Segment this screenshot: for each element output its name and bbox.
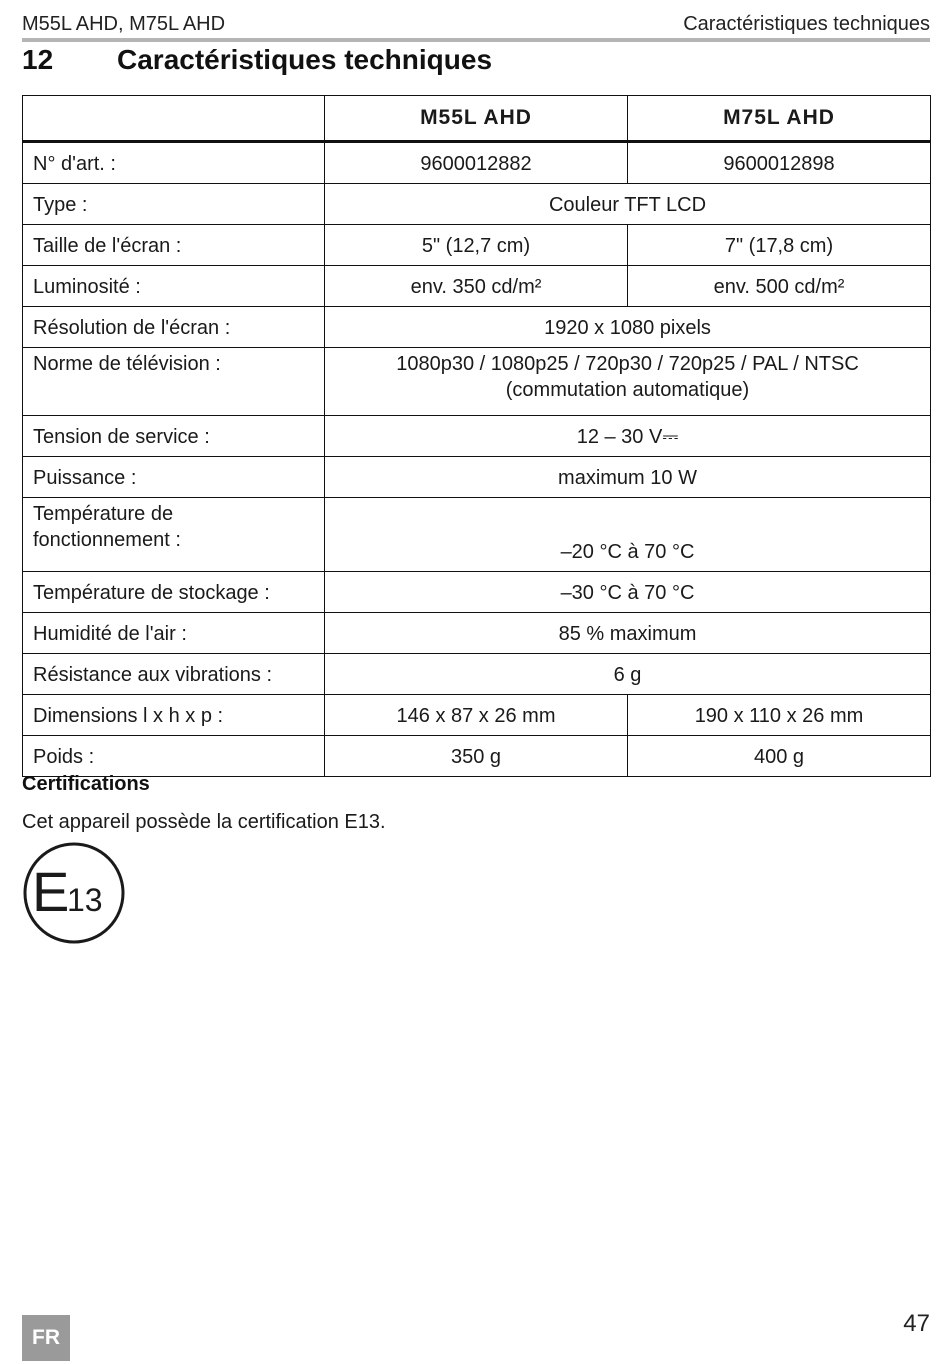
value-line: 1080p30 / 1080p25 / 720p30 / 720p25 / PAL / NTSC — [396, 353, 859, 375]
chapter-number: 12 — [22, 44, 54, 75]
row-label-operating-voltage: Tension de service : — [23, 416, 325, 457]
row-label-air-humidity: Humidité de l'air : — [23, 613, 325, 654]
row-label-storage-temperature: Température de stockage : — [23, 572, 325, 613]
value-cell: 1920 x 1080 pixels — [325, 307, 931, 348]
label-line: fonctionnement : — [33, 529, 181, 551]
running-header — [22, 6, 930, 36]
value-cell: env. 350 cd/m² — [325, 266, 628, 307]
table-row — [23, 225, 931, 266]
table-row — [23, 695, 931, 736]
table-row — [23, 572, 931, 613]
row-label-tv-standard: Norme de télévision : — [23, 348, 325, 416]
row-label-brightness: Luminosité : — [23, 266, 325, 307]
value-cell: 9600012882 — [325, 142, 628, 184]
table-row — [23, 184, 931, 225]
value-cell: 12 – 30 V⎓ — [325, 416, 931, 457]
table-header-row — [23, 96, 931, 142]
row-label-type: Type : — [23, 184, 325, 225]
language-badge: FR — [22, 1315, 70, 1361]
column-header-empty — [23, 96, 325, 142]
e13-mark-icon — [22, 841, 126, 945]
value-cell: 6 g — [325, 654, 931, 695]
table-row — [23, 266, 931, 307]
column-header-m55l: M55L AHD — [325, 96, 628, 142]
value-line: (commutation automatique) — [505, 379, 750, 401]
label-line: Température de — [33, 503, 174, 525]
value-cell: 350 g — [325, 736, 628, 777]
table-row — [23, 416, 931, 457]
row-label-screen-size: Taille de l'écran : — [23, 225, 325, 266]
value-cell: maximum 10 W — [325, 457, 931, 498]
table-row — [23, 348, 931, 416]
certifications-heading: Certifications — [22, 773, 150, 795]
table-row — [23, 307, 931, 348]
page-number: 47 — [903, 1310, 930, 1337]
value-cell: 146 x 87 x 26 mm — [325, 695, 628, 736]
value-cell: 400 g — [628, 736, 931, 777]
chapter-heading — [22, 42, 492, 78]
row-label-operating-temperature — [23, 498, 325, 572]
spec-table — [22, 95, 931, 777]
value-cell: –30 °C à 70 °C — [325, 572, 931, 613]
value-cell: Couleur TFT LCD — [325, 184, 931, 225]
value-cell: 5" (12,7 cm) — [325, 225, 628, 266]
value-cell: 7" (17,8 cm) — [628, 225, 931, 266]
table-row — [23, 736, 931, 777]
row-label-resolution: Résolution de l'écran : — [23, 307, 325, 348]
table-row — [23, 142, 931, 184]
value-cell — [325, 348, 931, 416]
table-row — [23, 613, 931, 654]
value-cell: –20 °C à 70 °C — [325, 498, 931, 572]
row-label-power: Puissance : — [23, 457, 325, 498]
value-cell: 9600012898 — [628, 142, 931, 184]
e13-letter: E — [32, 860, 70, 923]
column-header-m75l: M75L AHD — [628, 96, 931, 142]
value-cell: 85 % maximum — [325, 613, 931, 654]
header-product-names: M55L AHD, M75L AHD — [22, 13, 226, 35]
row-label-weight: Poids : — [23, 736, 325, 777]
row-label-article-number: N° d'art. : — [23, 142, 325, 184]
certifications-text: Cet appareil possède la certification E13. — [22, 811, 386, 833]
value-cell: env. 500 cd/m² — [628, 266, 931, 307]
chapter-title: Caractéristiques techniques — [117, 44, 493, 75]
row-label-dimensions: Dimensions l x h x p : — [23, 695, 325, 736]
value-cell: 190 x 110 x 26 mm — [628, 695, 931, 736]
table-row — [23, 654, 931, 695]
row-label-vibration-resistance: Résistance aux vibrations : — [23, 654, 325, 695]
e13-number: 13 — [67, 882, 103, 918]
header-section-title: Caractéristiques techniques — [683, 13, 930, 35]
table-row — [23, 498, 931, 572]
table-row — [23, 457, 931, 498]
